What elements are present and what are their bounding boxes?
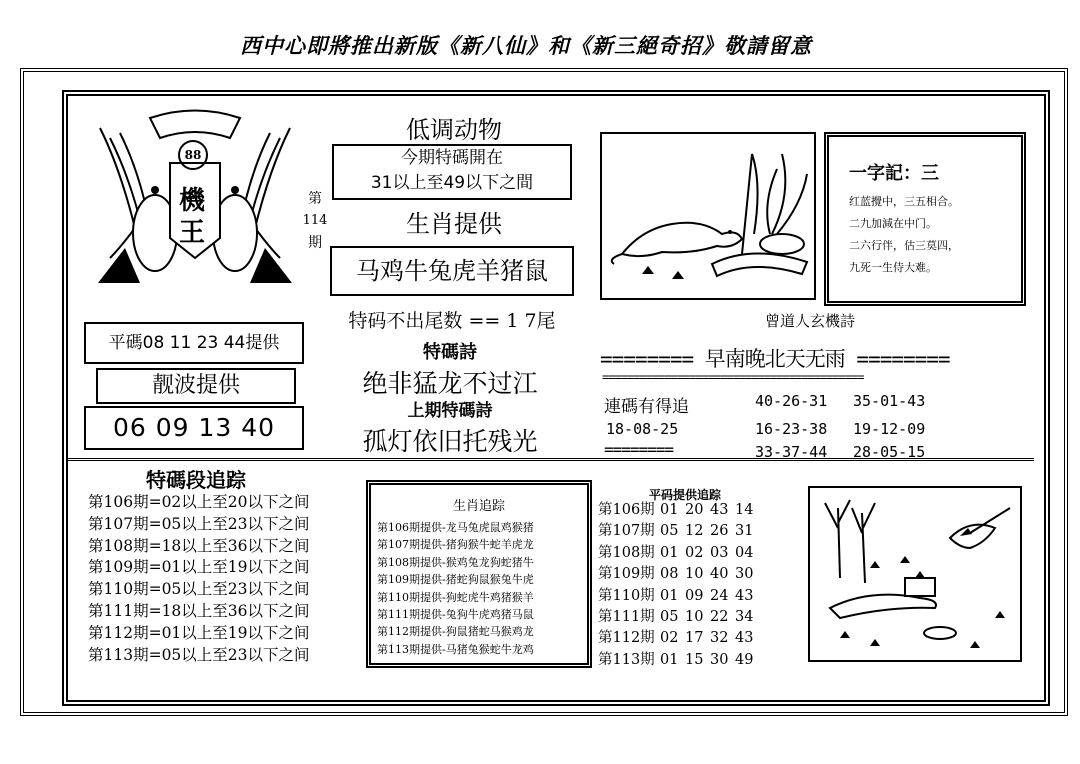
num-cell: 40: [710, 566, 729, 583]
num-cell: 05: [660, 523, 679, 540]
zodiac-track-title: 生肖追踪: [452, 499, 505, 514]
poem-text: 绝非猛龙不过江: [362, 369, 538, 398]
issue-suffix: 期: [308, 235, 322, 251]
pingma-box: 平碼08 11 23 44提供: [84, 322, 304, 364]
zodiac-track-row: 第106期提供-龙马兔虎鼠鸡猴猪: [377, 521, 534, 534]
segment-title: 特碼段追踪: [146, 468, 246, 492]
lizard-illustration-frame: [600, 132, 816, 300]
issue-cell: 第112期: [598, 630, 655, 647]
pingma-track-row: [598, 628, 758, 649]
range-box: [332, 144, 572, 200]
num-cell: 10: [685, 566, 704, 583]
segment-row: 第108期=18以上至36以下之间: [88, 536, 310, 555]
pingma-track-row: [598, 650, 758, 671]
zodiac-track-row: 第107期提供-猪狗猴牛蛇羊虎龙: [377, 538, 534, 552]
issue-label: [300, 188, 330, 254]
zodiac-track-row: 第109期提供-猪蛇狗鼠猴兔牛虎: [377, 573, 534, 587]
num-cell: 22: [710, 609, 729, 626]
right-big-line: ======== 早南晚北天无雨 ========: [600, 347, 950, 371]
pingma-track-row: [598, 564, 758, 585]
issue-cell: 第108期: [598, 544, 655, 561]
pingma-track-list: [598, 500, 758, 671]
num-cell: 31: [735, 523, 754, 540]
num-cell: 43: [710, 502, 729, 518]
zodiac-track-row: 第112期提供-狗鼠猪蛇马猴鸡龙: [377, 625, 534, 639]
emblem-bottom-char: 王: [178, 218, 205, 248]
issue-prefix: 第: [308, 191, 322, 207]
segment-row: 第109期=01以上至19以下之间: [88, 558, 310, 577]
ziji-box: [824, 132, 1026, 306]
emblem-top-char: 機: [178, 186, 205, 216]
segment-row: 第107期=05以上至23以下之间: [88, 514, 310, 533]
lianma-value: 16-23-38: [755, 420, 828, 438]
num-cell: 43: [735, 587, 754, 604]
ziji-line: 二六行伴，估三莫四，: [849, 239, 959, 252]
bird-landscape-illustration: [810, 488, 1020, 660]
bo-heading: 靓波提供: [96, 368, 296, 404]
lianma-value: 33-37-44: [755, 446, 828, 460]
bird-illustration-frame: [808, 486, 1022, 662]
lianma-value: 18-08-25: [606, 420, 679, 438]
zodiac-track-row: 第108期提供-猴鸡兔龙狗蛇猪牛: [377, 555, 534, 569]
lianma-value: 35-01-43: [853, 392, 926, 410]
ziji-line: 二九加減在中门。: [849, 217, 937, 230]
issue-cell: 第110期: [598, 587, 655, 604]
lianma-label: 連碼有得追: [604, 397, 689, 417]
ziji-lines: [849, 191, 959, 279]
pingma-track-row: [598, 607, 758, 628]
num-cell: 49: [735, 651, 754, 668]
right-rule: ==========================================: [602, 370, 864, 384]
num-cell: 08: [660, 566, 679, 583]
pingma-track-row: [598, 521, 758, 542]
right-poem-title: 曾道人玄機詩: [764, 312, 855, 330]
zodiac-track-row: 第113期提供-马猪兔猴蛇牛龙鸡: [377, 642, 534, 656]
zodiac-list-box: 马鸡牛兔虎羊猪鼠: [330, 246, 574, 296]
num-cell: 14: [735, 502, 754, 518]
pingma-track-row: [598, 543, 758, 564]
lizard-plant-illustration: [602, 134, 814, 298]
num-cell: 01: [660, 502, 679, 518]
num-cell: 30: [710, 651, 729, 668]
num-cell: 01: [660, 651, 679, 668]
num-cell: 34: [735, 609, 754, 626]
ziji-title: 一字記：三: [849, 163, 939, 184]
num-cell: 24: [710, 587, 729, 604]
zodiac-heading: 生肖提供: [406, 210, 502, 238]
range-line2: 31以上至49以下之間: [370, 173, 534, 193]
last-poem-text: 孤灯依旧托残光: [362, 427, 538, 456]
num-cell: 43: [735, 630, 754, 647]
num-cell: 15: [685, 651, 704, 668]
pingma-track-row: [598, 586, 758, 607]
zodiac-track-row: 第111期提供-兔狗牛虎鸡猪马鼠: [377, 608, 534, 622]
range-line1: 今期特碼開在: [401, 148, 503, 168]
segment-list: [88, 492, 324, 666]
center-title: 低调动物: [406, 116, 502, 144]
tail-line: 特码不出尾数 == 1 7尾: [348, 310, 556, 332]
num-cell: 02: [660, 630, 679, 647]
ziji-line: 红蓝攪中，三五相合。: [849, 195, 959, 208]
num-cell: 02: [685, 544, 704, 561]
issue-number: 114: [302, 213, 328, 228]
segment-row: 第111期=18以上至36以下之间: [88, 601, 310, 620]
segment-row: 第110期=05以上至23以下之间: [88, 580, 310, 599]
num-cell: 01: [660, 544, 679, 561]
segment-row: 第113期=05以上至23以下之间: [88, 645, 310, 664]
num-cell: 30: [735, 566, 754, 583]
zodiac-track-row: 第110期提供-狗蛇虎牛鸡猪猴羊: [377, 590, 534, 604]
pingma-track-title: 平码提供追踪: [648, 488, 721, 502]
num-cell: 20: [685, 502, 704, 518]
lianma-value: 28-05-15: [853, 446, 926, 460]
issue-cell: 第106期: [598, 502, 655, 518]
emblem-badge: 88: [178, 140, 208, 170]
num-cell: 09: [685, 587, 704, 604]
bo-numbers: 06 09 13 40: [84, 406, 304, 450]
num-cell: 26: [710, 523, 729, 540]
zodiac-track-box: [366, 480, 592, 668]
num-cell: 05: [660, 609, 679, 626]
pingma-track-row: [598, 500, 758, 521]
num-cell: 04: [735, 544, 754, 561]
num-cell: 03: [710, 544, 729, 561]
num-cell: 32: [710, 630, 729, 647]
num-cell: 17: [685, 630, 704, 647]
last-poem-heading: 上期特碼詩: [407, 401, 493, 421]
lianma-value: 19-12-09: [853, 420, 926, 438]
issue-cell: 第111期: [598, 609, 655, 626]
ziji-line: 九死一生侍大难。: [849, 261, 937, 274]
num-cell: 12: [685, 523, 704, 540]
zodiac-track-list: [377, 519, 534, 658]
issue-cell: 第113期: [598, 651, 655, 668]
segment-row: 第112期=01以上至19以下之间: [88, 623, 310, 642]
lianma-eq: ========: [604, 440, 674, 456]
num-cell: 01: [660, 587, 679, 604]
poem-heading: 特碼詩: [423, 342, 477, 363]
num-cell: 10: [685, 609, 704, 626]
issue-cell: 第109期: [598, 566, 655, 583]
lianma-value: 40-26-31: [755, 392, 828, 410]
issue-cell: 第107期: [598, 523, 655, 540]
segment-row: 第106期=02以上至20以下之间: [88, 493, 310, 511]
header-banner: 西中心即將推出新版《新八仙》和《新三絕奇招》敬請留意: [240, 33, 812, 58]
